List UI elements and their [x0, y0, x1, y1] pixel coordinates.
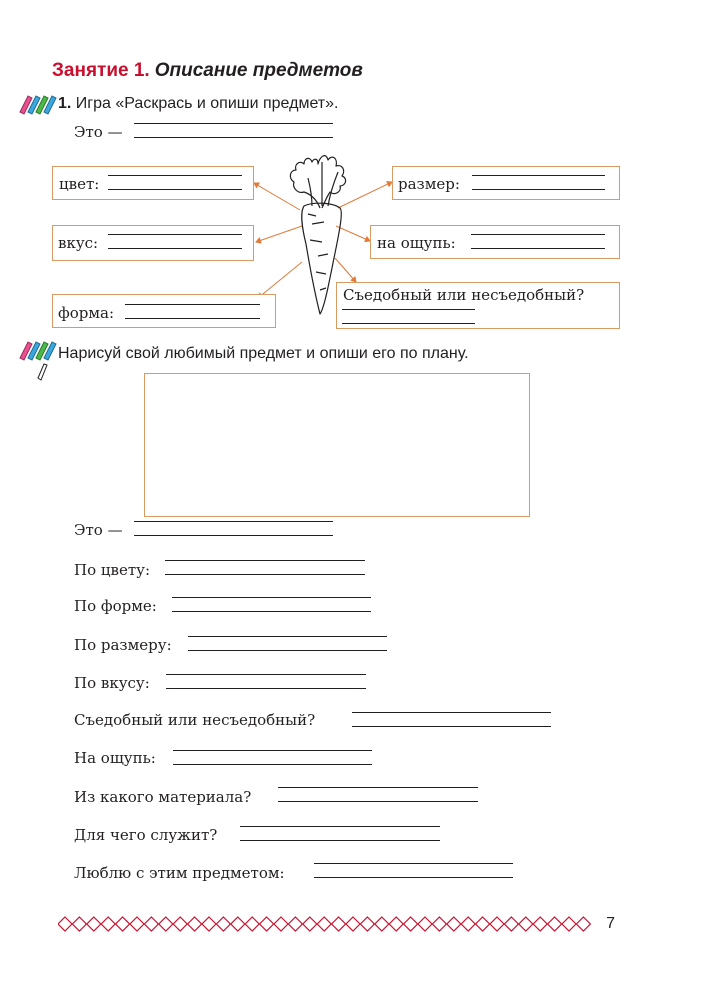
ornament-diamond — [418, 917, 432, 931]
row-by-taste: По вкусу: — [74, 674, 150, 692]
ornament-diamond — [130, 917, 144, 931]
ornament-diamond — [231, 917, 245, 931]
ornament-border — [58, 913, 593, 935]
size-label: размер: — [398, 175, 460, 193]
ornament-diamond — [288, 917, 302, 931]
answer-line[interactable] — [278, 801, 478, 802]
answer-line[interactable] — [240, 826, 440, 827]
ornament-diamond — [404, 917, 418, 931]
answer-line[interactable] — [108, 234, 242, 235]
drawing-area[interactable] — [144, 373, 530, 517]
ornament-diamond — [346, 917, 360, 931]
answer-line[interactable] — [173, 750, 372, 751]
ornament-diamond — [173, 917, 187, 931]
ornament-diamond — [490, 917, 504, 931]
answer-line[interactable] — [172, 611, 371, 612]
lesson-topic: Описание предметов — [154, 60, 363, 81]
ornament-diamond — [188, 917, 202, 931]
ornament-diamond — [504, 917, 518, 931]
ornament-diamond — [562, 917, 576, 931]
row-touch: На ощупь: — [74, 749, 156, 767]
ornament-diamond — [303, 917, 317, 931]
answer-line[interactable] — [108, 189, 242, 190]
task1-instruction-text: Игра «Раскрась и опиши предмет». — [75, 95, 339, 112]
page-number: 7 — [606, 915, 615, 932]
answer-line[interactable] — [166, 674, 366, 675]
ornament-diamond — [548, 917, 562, 931]
answer-line[interactable] — [125, 304, 260, 305]
task1-number: 1. — [58, 95, 72, 112]
ornament-diamond — [332, 917, 346, 931]
answer-line[interactable] — [352, 712, 551, 713]
answer-line[interactable] — [165, 574, 365, 575]
answer-line[interactable] — [342, 323, 475, 324]
answer-line[interactable] — [108, 175, 242, 176]
ornament-diamond — [533, 917, 547, 931]
row-this-is: Это — — [74, 521, 123, 539]
shape-label: форма: — [58, 304, 115, 322]
row-edible: Съедобный или несъедобный? — [74, 711, 316, 729]
edible-label: Съедобный или несъедобный? — [343, 286, 585, 304]
ornament-diamond — [87, 917, 101, 931]
ornament-diamond — [476, 917, 490, 931]
ornament-diamond — [317, 917, 331, 931]
ornament-diamond — [461, 917, 475, 931]
ornament-diamond — [375, 917, 389, 931]
answer-line[interactable] — [165, 560, 365, 561]
answer-line[interactable] — [240, 840, 440, 841]
ornament-diamond — [216, 917, 230, 931]
answer-line[interactable] — [134, 521, 333, 522]
ornament-diamond — [519, 917, 533, 931]
answer-line[interactable] — [471, 248, 605, 249]
answer-line[interactable] — [172, 597, 371, 598]
this-is-label: Это — — [74, 123, 123, 141]
ornament-diamond — [245, 917, 259, 931]
ornament-diamond — [159, 917, 173, 931]
answer-line[interactable] — [472, 175, 605, 176]
row-by-color: По цвету: — [74, 561, 151, 579]
answer-line[interactable] — [352, 726, 551, 727]
task2-instruction: Нарисуй свой любимый предмет и опиши его по плану. — [58, 345, 469, 362]
answer-line[interactable] — [314, 877, 513, 878]
ornament-diamond — [116, 917, 130, 931]
answer-line[interactable] — [166, 688, 366, 689]
answer-line[interactable] — [472, 189, 605, 190]
ornament-diamond — [447, 917, 461, 931]
ornament-diamond — [144, 917, 158, 931]
ornament-diamond — [274, 917, 288, 931]
row-by-shape: По форме: — [74, 597, 157, 615]
row-purpose: Для чего служит? — [74, 826, 218, 844]
answer-line[interactable] — [471, 234, 605, 235]
row-material: Из какого материала? — [74, 788, 252, 806]
answer-line[interactable] — [188, 650, 387, 651]
row-by-size: По размеру: — [74, 636, 172, 654]
answer-line[interactable] — [125, 318, 260, 319]
ornament-diamond — [360, 917, 374, 931]
answer-line[interactable] — [342, 309, 475, 310]
ornament-diamond — [389, 917, 403, 931]
answer-line[interactable] — [314, 863, 513, 864]
ornament-diamond — [58, 917, 72, 931]
answer-line[interactable] — [278, 787, 478, 788]
answer-line[interactable] — [188, 636, 387, 637]
ornament-diamond — [260, 917, 274, 931]
ornament-diamond — [576, 917, 590, 931]
answer-line[interactable] — [134, 535, 333, 536]
color-label: цвет: — [59, 175, 100, 193]
ornament-diamond — [72, 917, 86, 931]
touch-label: на ощупь: — [377, 234, 456, 252]
answer-line[interactable] — [173, 764, 372, 765]
answer-line[interactable] — [108, 248, 242, 249]
ornament-diamond — [432, 917, 446, 931]
lesson-number: Занятие 1. — [52, 60, 150, 81]
ornament-diamond — [101, 917, 115, 931]
taste-label: вкус: — [58, 234, 99, 252]
pencils-and-pen-icon — [18, 338, 58, 384]
ornament-diamond — [202, 917, 216, 931]
row-love-with: Люблю с этим предметом: — [74, 864, 285, 882]
